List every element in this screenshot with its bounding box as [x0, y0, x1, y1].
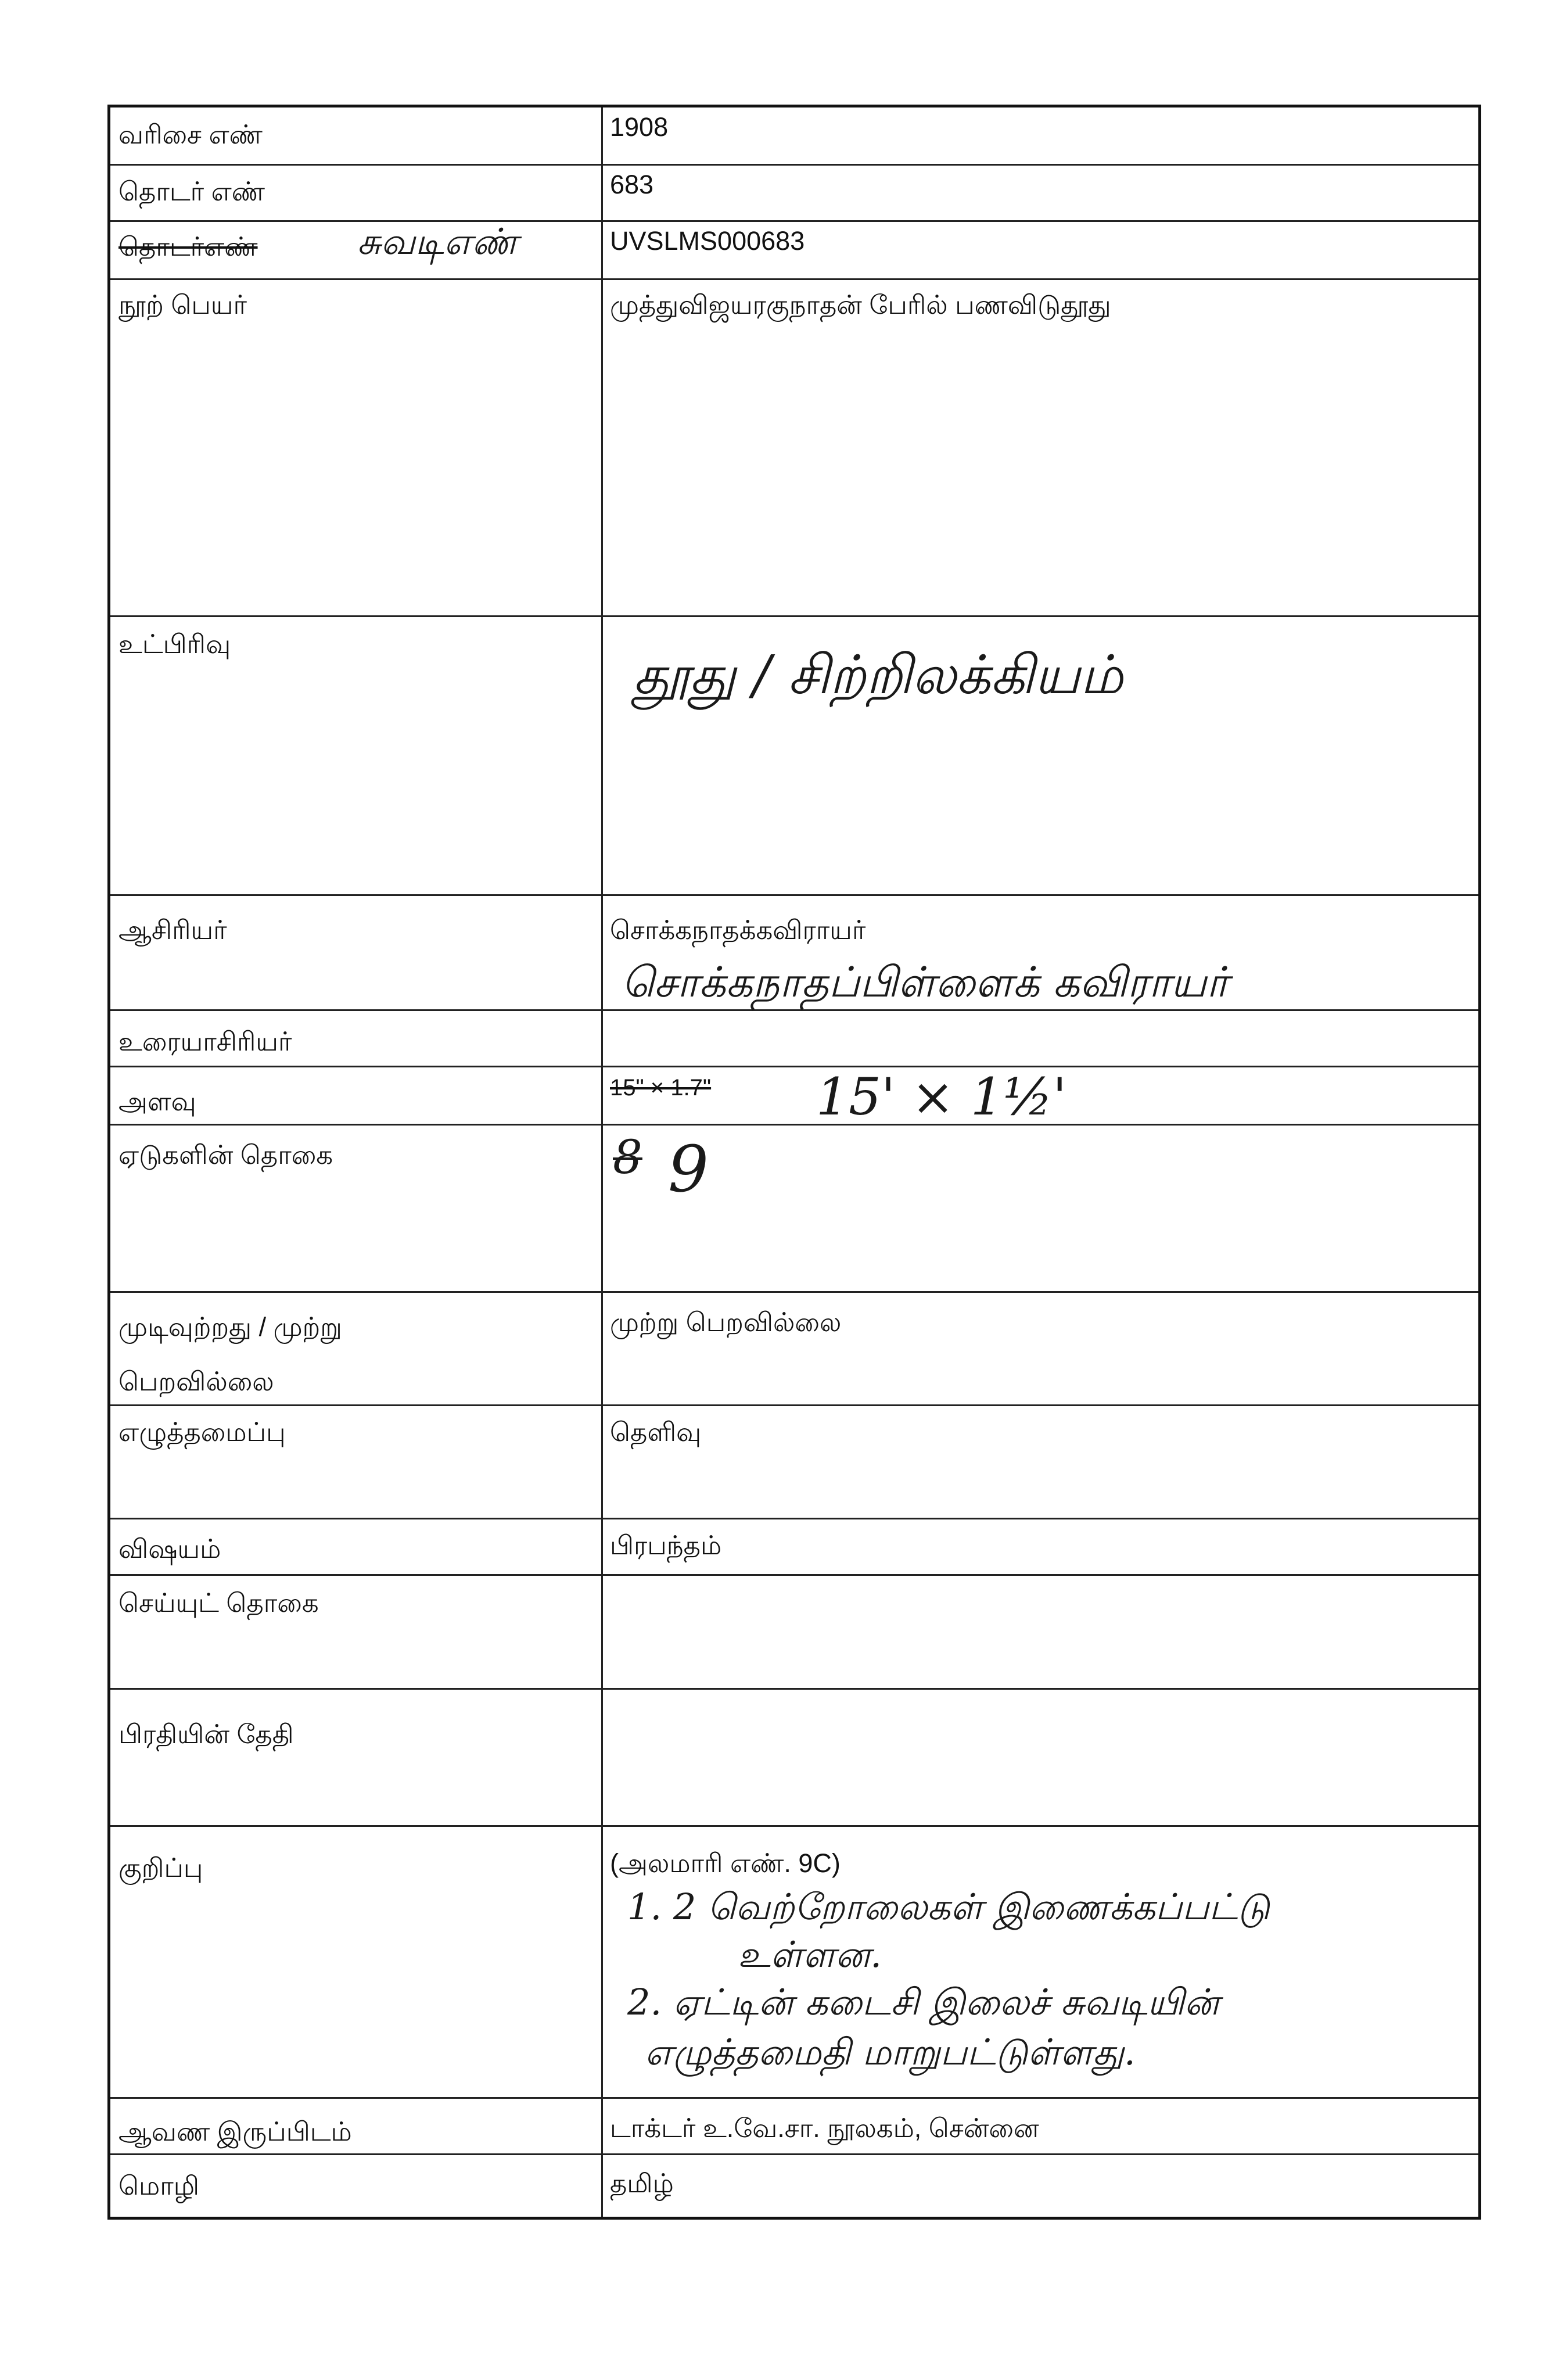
- value-manuscript-no: UVSLMS000683: [610, 226, 805, 256]
- label-size: அளவு: [118, 1087, 196, 1116]
- note-handwritten-line3: 2. ஏட்டின் கடைசி இலைச் சுவடியின்: [627, 1981, 1219, 2023]
- form-row-archive-location: [110, 2099, 1478, 2155]
- form-row-commentator: [110, 1011, 1478, 1067]
- value-handwritten-size: 15' × 1½': [816, 1067, 1067, 1127]
- label-verse-count: செய்யுட் தொகை: [118, 1588, 319, 1618]
- form-row-script: [110, 1406, 1478, 1519]
- form-row-copy-date: [110, 1690, 1478, 1827]
- label-subdivision: உட்பிரிவு: [118, 629, 231, 659]
- label-commentator: உரையாசிரியர்: [118, 1027, 292, 1056]
- form-row-subdivision: [110, 617, 1478, 896]
- label-archive-location: ஆவண இருப்பிடம்: [118, 2117, 352, 2146]
- value-struck-size: 15" × 1.7": [610, 1075, 712, 1101]
- form-row-manuscript-no: [110, 222, 1478, 280]
- form-row-verse-count: [110, 1576, 1478, 1690]
- record-form-table: [107, 105, 1481, 2220]
- label-subject: விஷயம்: [118, 1534, 221, 1564]
- form-row-subject: [110, 1519, 1478, 1576]
- value-language: தமிழ்: [610, 2168, 674, 2198]
- label-sequence-no: தொடர் எண்: [118, 177, 265, 206]
- value-author: சொக்கநாதக்கவிராயர்: [610, 915, 866, 945]
- value-archive-location: டாக்டர் உ.வே.சா. நூலகம், சென்னை: [610, 2113, 1039, 2143]
- value-subject: பிரபந்தம்: [610, 1530, 722, 1560]
- value-struck-leaf-count: 8: [613, 1130, 642, 1184]
- form-row-completion: [110, 1293, 1478, 1406]
- label-author: ஆசிரியர்: [118, 915, 227, 945]
- label-struck-sequence: தொடர்எண்: [118, 232, 258, 261]
- form-row-sequence-no: [110, 166, 1478, 222]
- form-row-leaf-count: [110, 1126, 1478, 1293]
- label-serial-no: வரிசை எண்: [118, 120, 263, 149]
- form-row-serial-no: [110, 107, 1478, 166]
- value-title: முத்துவிஜயரகுநாதன் பேரில் பணவிடுதூது: [610, 290, 1111, 320]
- label-handwritten-manuscript-no: சுவடிஎண்: [357, 220, 518, 263]
- label-language: மொழி: [118, 2171, 200, 2200]
- value-completion: முற்று பெறவில்லை: [610, 1307, 842, 1337]
- form-row-author: [110, 896, 1478, 1011]
- value-serial-no: 1908: [610, 112, 669, 142]
- form-row-notes: [110, 1827, 1478, 2099]
- label-copy-date: பிரதியின் தேதி: [118, 1719, 294, 1749]
- form-row-size: [110, 1067, 1478, 1126]
- label-notes: குறிப்பு: [118, 1853, 203, 1883]
- note-handwritten-line2: உள்ளன.: [738, 1933, 882, 1976]
- label-completion-line2: பெறவில்லை: [118, 1367, 274, 1396]
- label-leaf-count: ஏடுகளின் தொகை: [118, 1140, 333, 1170]
- label-title: நூற் பெயர்: [118, 290, 247, 320]
- value-notes-cabinet: (அலமாரி எண். 9C): [610, 1848, 841, 1878]
- value-handwritten-author: சொக்கநாதப்பிள்ளைக் கவிராயர்: [622, 958, 1229, 1006]
- value-handwritten-subdivision: தூது / சிற்றிலக்கியம்: [633, 644, 1123, 706]
- form-row-language: [110, 2155, 1478, 2217]
- note-handwritten-line4: எழுத்தமைதி மாறுபட்டுள்ளது.: [645, 2031, 1136, 2073]
- label-completion-line1: முடிவுற்றது / முற்று: [118, 1312, 342, 1342]
- label-script: எழுத்தமைப்பு: [118, 1417, 286, 1447]
- form-row-title: [110, 280, 1478, 617]
- note-handwritten-line1: 1. 2 வெற்றோலைகள் இணைக்கப்பட்டு: [627, 1886, 1270, 1928]
- value-script: தெளிவு: [610, 1417, 702, 1447]
- value-sequence-no: 683: [610, 170, 654, 199]
- value-handwritten-leaf-count: 9: [668, 1132, 709, 1206]
